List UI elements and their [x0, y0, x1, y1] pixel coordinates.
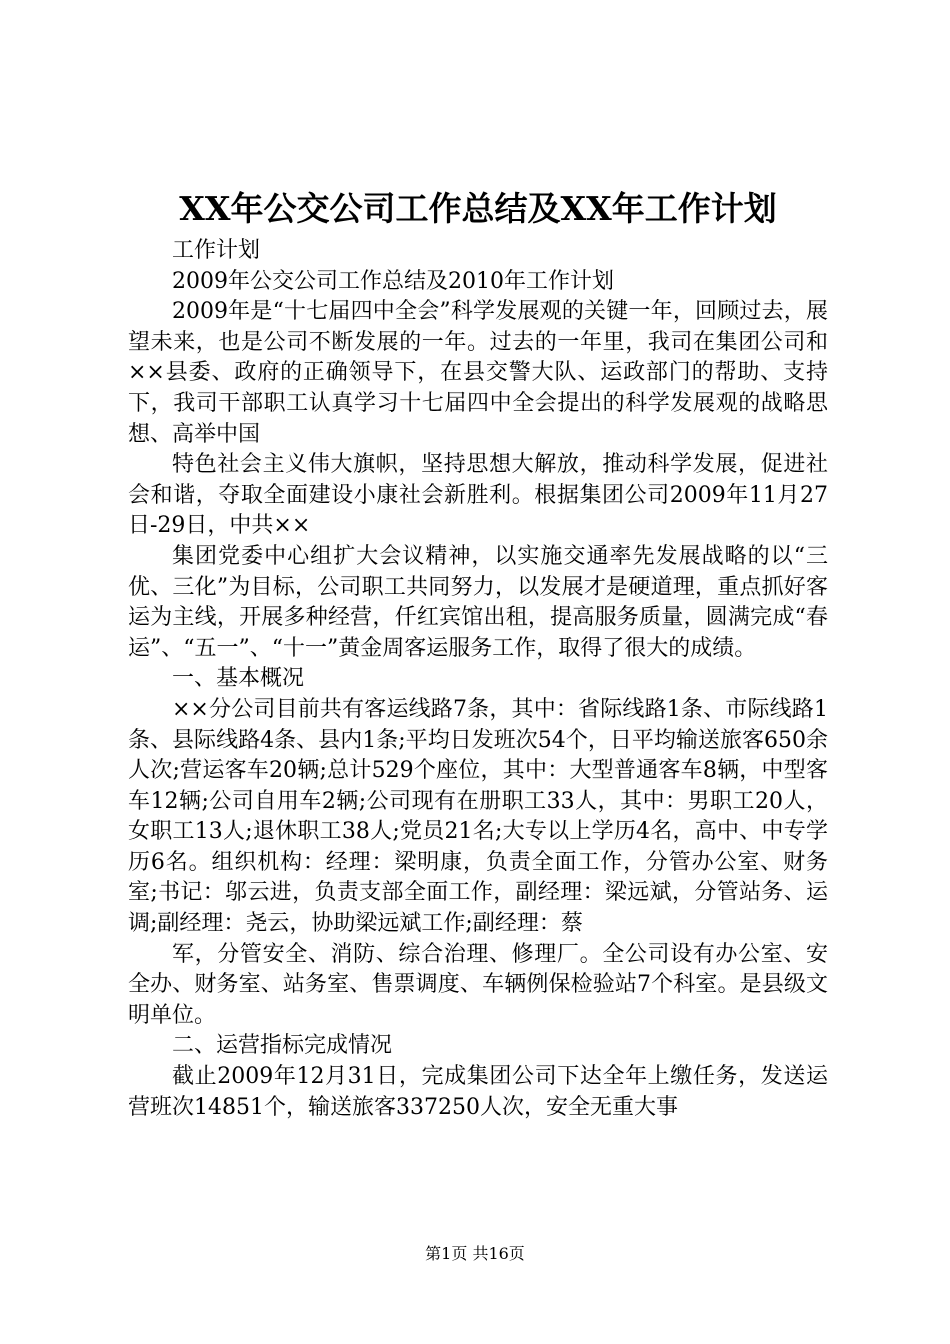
paragraph: 集团党委中心组扩大会议精神，以实施交通率先发展战略的以“三优、三化”为目标，公司职工共同努力，以发展才是硬道理，重点抓好客运为主线，开展多种经营，仟红宾馆出租，提高服务质量，圆满完成“春运”、“五一”、“十一”黄金周客运服务工作，取得了很大的成绩。: [128, 543, 828, 661]
paragraph: 2009年是“十七届四中全会”科学发展观的关键一年，回顾过去，展望未来，也是公司不断发展的一年。过去的一年里，我司在集团公司和××县委、政府的正确领导下，在县交警大队、运政部门的帮助、支持下，我司干部职工认真学习十七届四中全会提出的科学发展观的战略思想、高举中国: [128, 299, 828, 447]
document-page: [128, 186, 828, 1123]
document-title: XX年公交公司工作总结及XX年工作计划: [179, 189, 777, 228]
paragraph: 特色社会主义伟大旗帜，坚持思想大解放，推动科学发展，促进社会和谐，夺取全面建设小康社会新胜利。根据集团公司2009年11月27日-29日，中共××: [128, 452, 828, 539]
paragraph: ××分公司目前共有客运线路7条，其中：省际线路1条、市际线路1条、县际线路4条、县内1条;平均日发班次54个，日平均输送旅客650余人次;营运客车20辆;总计529个座位，其中：大型普通客车8辆，中型客车12辆;公司自用车2辆;公司现有在册职工33人，其中：男职工20人，女职工13人;退休职工38人;党员21名;大专以上学历4名，高中、中专学历6名。组织机构：经理：梁明康，负责全面工作，分管办公室、财务室;书记：邬云进，负责支部全面工作，副经理：梁远斌，分管站务、运调;副经理：尧云，协助梁远斌工作;副经理：蔡: [128, 696, 828, 937]
section-heading: 一、基本概况: [172, 666, 305, 692]
page-footer: 第1页 共16页: [425, 1244, 525, 1263]
paragraph: 军，分管安全、消防、综合治理、修理厂。全公司设有办公室、安全办、财务室、站务室、售票调度、车辆例保检验站7个科室。是县级文明单位。: [128, 941, 828, 1028]
paragraph: 工作计划: [172, 238, 261, 263]
document-body: [128, 236, 828, 1123]
paragraph: 2009年公交公司工作总结及2010年工作计划: [172, 268, 614, 294]
paragraph: 截止2009年12月31日，完成集团公司下达全年上缴任务，发送运营班次14851个，输送旅客337250人次，安全无重大事: [128, 1064, 828, 1120]
section-heading: 二、运营指标完成情况: [172, 1033, 393, 1059]
